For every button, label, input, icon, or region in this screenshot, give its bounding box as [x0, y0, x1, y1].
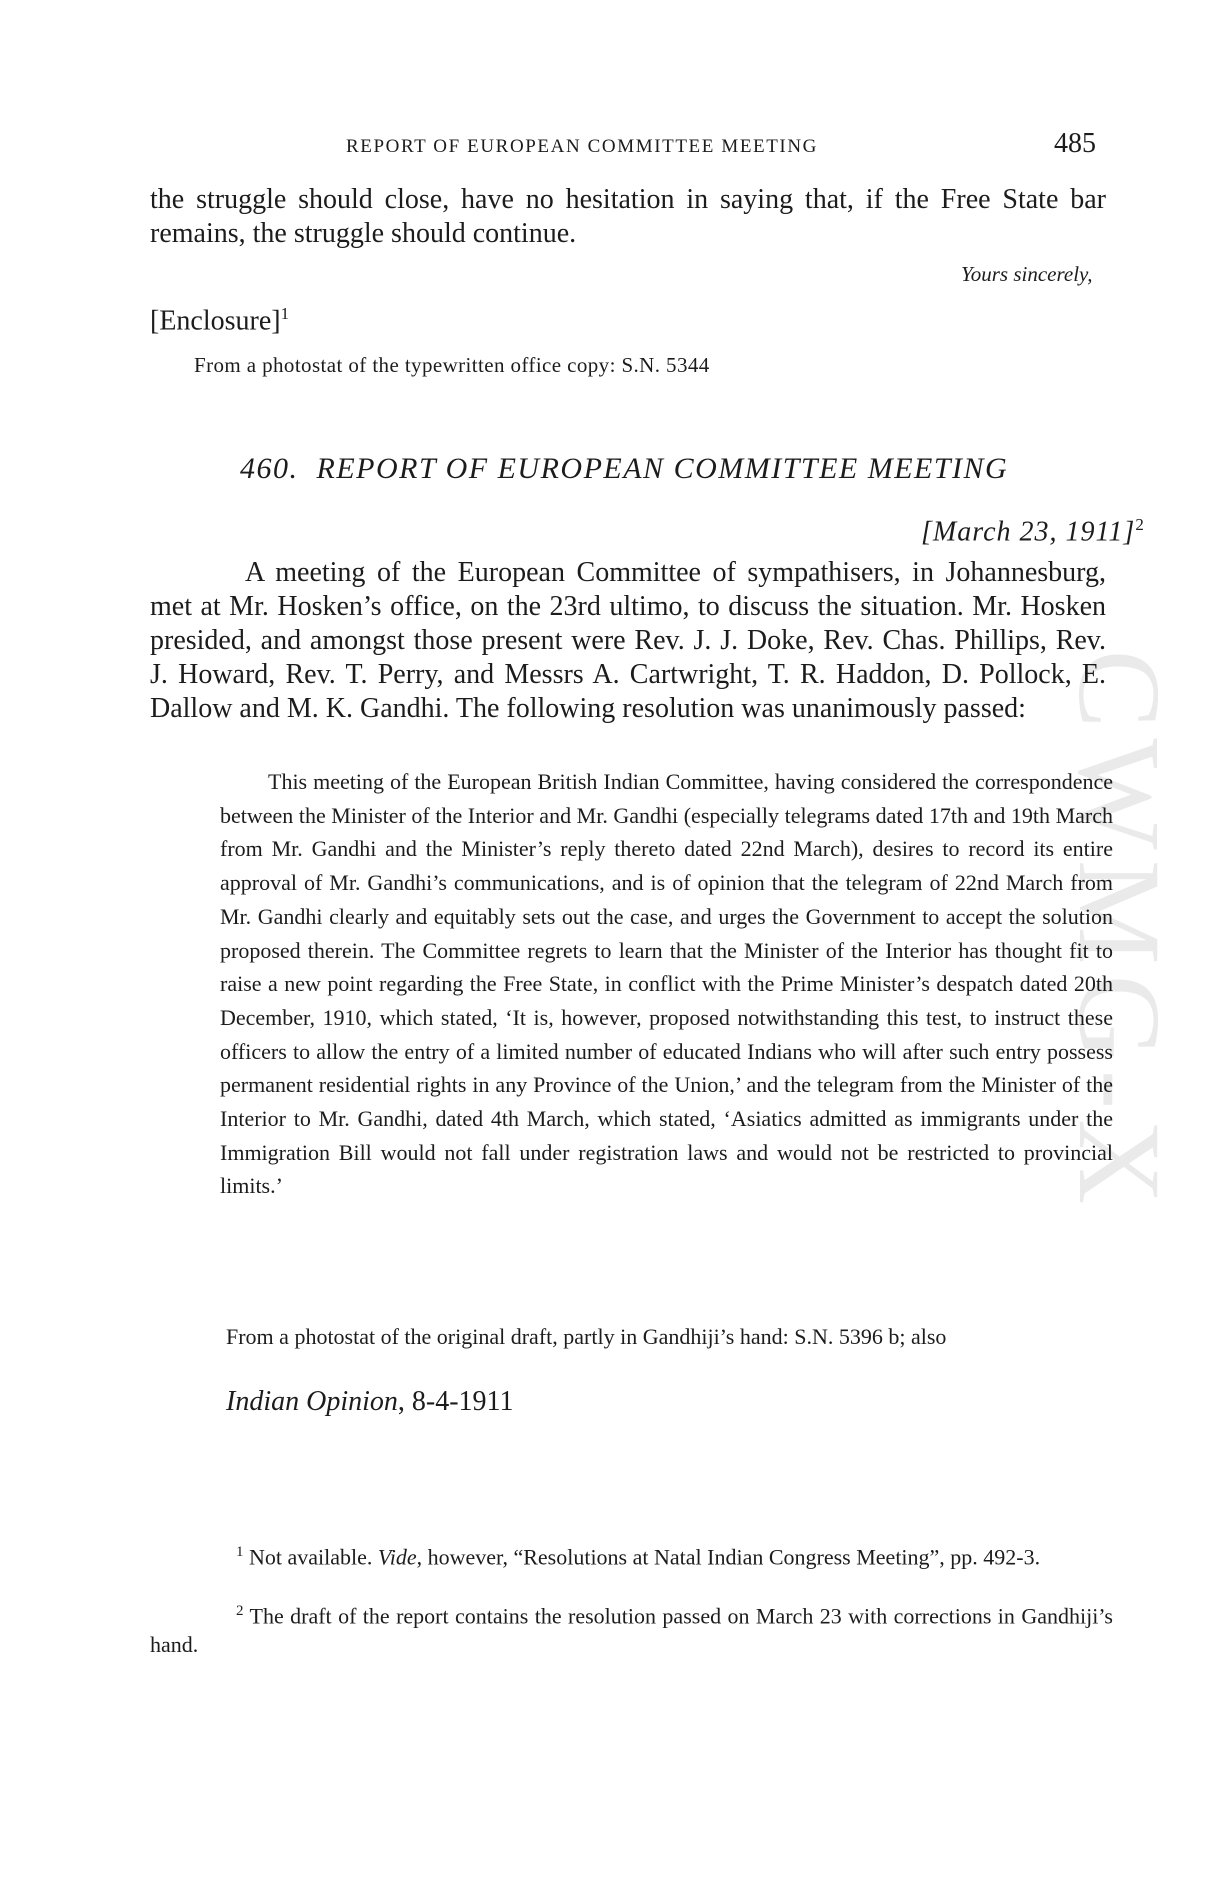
date-note-mark: 2 — [1135, 515, 1145, 534]
cwmg-watermark — [1052, 565, 1185, 1300]
article-source: From a photostat of the original draft, partly in Gandhiji’s hand: S.N. 5396 b; also — [226, 1324, 947, 1349]
resolution-text: This meeting of the European British Indian Committee, having considered the correspondence between the Minister of the Interior and Mr. Gandhi (especially telegrams dated 17th and 19th March from Mr. Gandhi and the Minister’s reply thereto dated 22nd March), desires to record its entire approval of Mr. Gandhi’s communications, and is of opinion that the telegram of 22nd March from Mr. Gandhi clearly and equitably sets out the case, and urges the Government to accept the solution proposed therein. The Committee regrets to learn that the Minister of the Interior has thought fit to raise a new point regarding the Free State, in conflict with the Prime Minister’s despatch dated 20th December, 1910, which stated, ‘It is, however, proposed notwithstanding this test, to instruct these officers to allow the entry of a limited number of educated Indians who will after such entry possess permanent residential rights in any Province of the Union,’ and the telegram from the Minister of the Interior to Mr. Gandhi, dated 4th March, which stated, ‘Asiatics admitted as immigrants under the Immigration Bill would not fall under registration laws and would not be restricted to provincial limits.’ — [220, 769, 1113, 1199]
footnote-mark: 2 — [236, 1603, 244, 1619]
footnote-text: , however, “Resolutions at Natal Indian Congress Meeting”, pp. 492-3. — [416, 1544, 1041, 1570]
watermark-text: CWMG-X — [1053, 649, 1185, 1215]
page-number: 485 — [1054, 128, 1096, 159]
source-citation: From a photostat of the typewritten office copy: S.N. 5344 — [194, 353, 710, 377]
publication-reference — [226, 1386, 514, 1418]
enclosure-note-mark: 1 — [280, 304, 290, 323]
enclosure-label — [150, 304, 289, 337]
article-heading — [240, 452, 1008, 486]
running-head: REPORT OF EUROPEAN COMMITTEE MEETING — [346, 136, 819, 157]
article-paragraph: A meeting of the European Committee of sympathisers, in Johannesburg, met at Mr. Hosken’s office, on the 23rd ultimo, to discuss the situation. Mr. Hosken presided, and amongst those present were Rev. J. J. Doke, Rev. Chas. Phillips, Rev. J. Howard, Rev. T. Perry, and Messrs A. Cartwright, T. R. Haddon, D. Pollock, E. Dallow and M. K. Gandhi. The following resolution was unanimously passed: — [150, 557, 1106, 724]
footnote-mark: 1 — [236, 1544, 244, 1560]
footnote-1 — [150, 1538, 1113, 1571]
article-date-text: [March 23, 1911] — [921, 516, 1136, 548]
footnote-text: The draft of the report contains the resolution passed on March 23 with corrections in Gandhiji’s hand. — [150, 1603, 1113, 1658]
publication-title: Indian Opinion — [226, 1386, 398, 1417]
continuation-text: the struggle should close, have no hesitation in saying that, if the Free State bar remains, the struggle should continue. — [150, 184, 1106, 249]
footnote-text: Not available. — [243, 1544, 378, 1570]
publication-date: , 8-4-1911 — [397, 1386, 514, 1417]
closing-salutation: Yours sincerely, — [961, 262, 1093, 286]
article-title: REPORT OF EUROPEAN COMMITTEE MEETING — [316, 452, 1009, 485]
article-number: 460. — [240, 452, 299, 485]
footnote-italic: Vide — [377, 1544, 417, 1570]
article-date — [921, 515, 1145, 548]
enclosure-text: [Enclosure] — [150, 305, 281, 337]
footnote-2 — [150, 1597, 1113, 1659]
